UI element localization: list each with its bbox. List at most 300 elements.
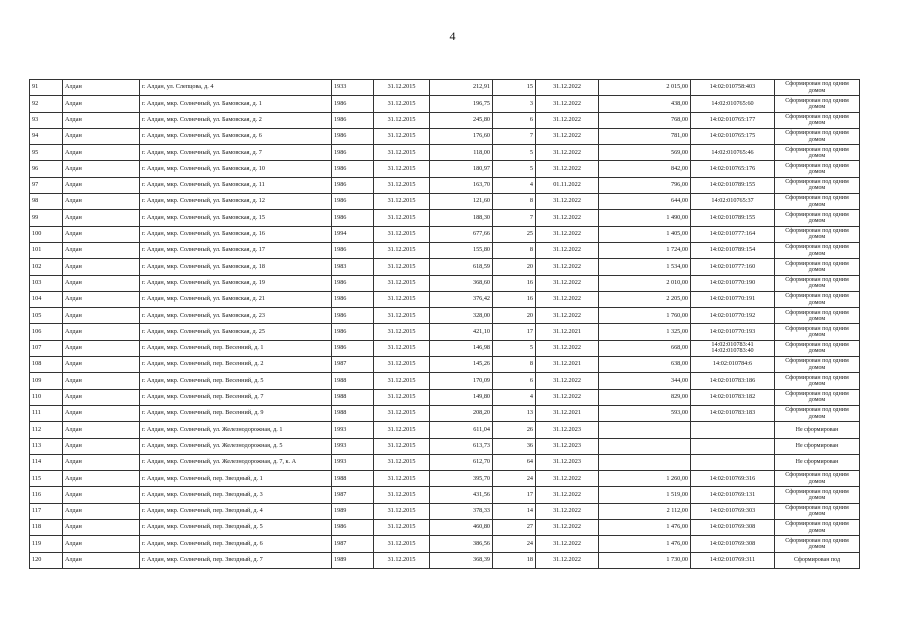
cell-cadastral-number: 14:02:010765:37 [691, 194, 775, 210]
cell-land-status: Сформирован под одним домом [775, 389, 860, 405]
cell-address: г. Алдан, мкр. Солнечный, ул. Бамовская, д. 21 [140, 291, 332, 307]
cell-city: Алдан [63, 471, 140, 487]
table-row [30, 242, 860, 258]
cell-land-status: Сформирован под одним домом [775, 194, 860, 210]
cell-deadline: 31.12.2022 [536, 128, 599, 144]
cell-row-number: 102 [30, 259, 63, 275]
cell-row-number: 98 [30, 194, 63, 210]
cell-row-number: 117 [30, 503, 63, 519]
cell-build-year: 1986 [332, 128, 374, 144]
cell-land-area: 842,00 [599, 161, 691, 177]
cell-area: 368,60 [430, 275, 493, 291]
cell-residents-count: 18 [493, 552, 536, 568]
cell-land-area: 438,00 [599, 96, 691, 112]
cell-build-year: 1988 [332, 389, 374, 405]
cell-address: г. Алдан, мкр. Солнечный, пер. Весенний, д. 1 [140, 340, 332, 356]
cell-land-area: 2 015,00 [599, 80, 691, 96]
cell-cadastral-number: 14:02:010783:41 14:02:010783:40 [691, 340, 775, 356]
cell-deadline: 31.12.2022 [536, 194, 599, 210]
cell-area: 618,59 [430, 259, 493, 275]
cell-build-year: 1986 [332, 275, 374, 291]
cell-area: 245,80 [430, 112, 493, 128]
cell-land-area: 1 476,00 [599, 520, 691, 536]
cell-inclusion-date: 31.12.2015 [374, 308, 430, 324]
cell-land-status: Сформирован под [775, 552, 860, 568]
cell-build-year: 1988 [332, 471, 374, 487]
cell-build-year: 1987 [332, 357, 374, 373]
cell-city: Алдан [63, 454, 140, 470]
table-row [30, 96, 860, 112]
cell-land-area: 781,00 [599, 128, 691, 144]
cell-cadastral-number: 14:02:010770:191 [691, 291, 775, 307]
cell-city: Алдан [63, 145, 140, 161]
cell-inclusion-date: 31.12.2015 [374, 145, 430, 161]
cell-land-area: 1 760,00 [599, 308, 691, 324]
table-row [30, 471, 860, 487]
cell-deadline: 31.12.2022 [536, 161, 599, 177]
cell-city: Алдан [63, 161, 140, 177]
cell-row-number: 103 [30, 275, 63, 291]
cell-land-status: Сформирован под одним домом [775, 308, 860, 324]
cell-deadline: 31.12.2022 [536, 487, 599, 503]
cell-city: Алдан [63, 308, 140, 324]
cell-deadline: 31.12.2022 [536, 275, 599, 291]
cell-cadastral-number: 14:02:010783:186 [691, 373, 775, 389]
cell-address: г. Алдан, мкр. Солнечный, ул. Железнодорожная, д. 5 [140, 438, 332, 454]
cell-cadastral-number [691, 438, 775, 454]
cell-address: г. Алдан, мкр. Солнечный, ул. Бамовская, д. 12 [140, 194, 332, 210]
cell-land-area: 829,00 [599, 389, 691, 405]
cell-row-number: 118 [30, 520, 63, 536]
cell-deadline: 31.12.2022 [536, 96, 599, 112]
cell-land-status: Сформирован под одним домом [775, 471, 860, 487]
cell-area: 188,30 [430, 210, 493, 226]
cell-address: г. Алдан, мкр. Солнечный, пер. Весенний, д. 7 [140, 389, 332, 405]
cell-row-number: 109 [30, 373, 63, 389]
cell-deadline: 01.11.2022 [536, 177, 599, 193]
cell-cadastral-number: 14:02:010765:60 [691, 96, 775, 112]
cell-address: г. Алдан, мкр. Солнечный, пер. Весенний, д. 9 [140, 405, 332, 421]
cell-row-number: 92 [30, 96, 63, 112]
cell-city: Алдан [63, 210, 140, 226]
cell-area: 145,26 [430, 357, 493, 373]
cell-residents-count: 25 [493, 226, 536, 242]
cell-residents-count: 27 [493, 520, 536, 536]
table-row [30, 291, 860, 307]
cell-city: Алдан [63, 275, 140, 291]
cell-inclusion-date: 31.12.2015 [374, 487, 430, 503]
cell-deadline: 31.12.2022 [536, 80, 599, 96]
cell-land-area: 1 476,00 [599, 536, 691, 552]
cell-city: Алдан [63, 520, 140, 536]
cell-land-status: Не сформирован [775, 422, 860, 438]
cell-area: 146,98 [430, 340, 493, 356]
table-row [30, 259, 860, 275]
cell-area: 196,75 [430, 96, 493, 112]
cell-inclusion-date: 31.12.2015 [374, 226, 430, 242]
table-row [30, 324, 860, 340]
cell-inclusion-date: 31.12.2015 [374, 112, 430, 128]
cell-build-year: 1986 [332, 112, 374, 128]
cell-land-status: Сформирован под одним домом [775, 80, 860, 96]
cell-land-status: Сформирован под одним домом [775, 503, 860, 519]
cell-deadline: 31.12.2022 [536, 340, 599, 356]
cell-build-year: 1988 [332, 373, 374, 389]
cell-row-number: 120 [30, 552, 63, 568]
cell-land-area: 768,00 [599, 112, 691, 128]
cell-deadline: 31.12.2022 [536, 308, 599, 324]
cell-deadline: 31.12.2022 [536, 242, 599, 258]
cell-deadline: 31.12.2022 [536, 536, 599, 552]
page-number: 4 [449, 29, 456, 43]
cell-inclusion-date: 31.12.2015 [374, 275, 430, 291]
cell-cadastral-number: 14:02:010765:176 [691, 161, 775, 177]
cell-row-number: 100 [30, 226, 63, 242]
cell-cadastral-number: 14:02:010770:193 [691, 324, 775, 340]
cell-area: 421,10 [430, 324, 493, 340]
cell-city: Алдан [63, 112, 140, 128]
cell-deadline: 31.12.2022 [536, 552, 599, 568]
cell-residents-count: 6 [493, 112, 536, 128]
cell-inclusion-date: 31.12.2015 [374, 128, 430, 144]
cell-residents-count: 4 [493, 389, 536, 405]
cell-address: г. Алдан, мкр. Солнечный, пер. Звездный, д. 6 [140, 536, 332, 552]
cell-inclusion-date: 31.12.2015 [374, 340, 430, 356]
cell-inclusion-date: 31.12.2015 [374, 194, 430, 210]
table-row [30, 340, 860, 356]
cell-residents-count: 17 [493, 487, 536, 503]
cell-deadline: 31.12.2021 [536, 357, 599, 373]
cell-land-area: 2 205,00 [599, 291, 691, 307]
cell-address: г. Алдан, мкр. Солнечный, пер. Звездный, д. 4 [140, 503, 332, 519]
cell-deadline: 31.12.2022 [536, 291, 599, 307]
cell-inclusion-date: 31.12.2015 [374, 242, 430, 258]
cell-row-number: 99 [30, 210, 63, 226]
cell-land-area: 1 260,00 [599, 471, 691, 487]
cell-inclusion-date: 31.12.2015 [374, 520, 430, 536]
cell-deadline: 31.12.2021 [536, 324, 599, 340]
cell-inclusion-date: 31.12.2015 [374, 503, 430, 519]
table-row [30, 308, 860, 324]
cell-residents-count: 15 [493, 80, 536, 96]
cell-deadline: 31.12.2023 [536, 454, 599, 470]
cell-land-status: Сформирован под одним домом [775, 161, 860, 177]
cell-land-area: 1 724,00 [599, 242, 691, 258]
cell-address: г. Алдан, мкр. Солнечный, ул. Бамовская, д. 2 [140, 112, 332, 128]
cell-land-area: 1 730,00 [599, 552, 691, 568]
cell-area: 121,60 [430, 194, 493, 210]
cell-area: 328,00 [430, 308, 493, 324]
table-row [30, 487, 860, 503]
cell-area: 431,56 [430, 487, 493, 503]
cell-row-number: 110 [30, 389, 63, 405]
cell-build-year: 1993 [332, 422, 374, 438]
cell-area: 176,60 [430, 128, 493, 144]
table-row [30, 210, 860, 226]
cell-land-area: 1 325,00 [599, 324, 691, 340]
table-row [30, 177, 860, 193]
cell-residents-count: 16 [493, 275, 536, 291]
cell-residents-count: 5 [493, 161, 536, 177]
cell-land-status: Сформирован под одним домом [775, 405, 860, 421]
cell-cadastral-number: 14:02:010789:155 [691, 177, 775, 193]
cell-deadline: 31.12.2022 [536, 471, 599, 487]
cell-land-status: Сформирован под одним домом [775, 242, 860, 258]
cell-deadline: 31.12.2022 [536, 112, 599, 128]
cell-inclusion-date: 31.12.2015 [374, 422, 430, 438]
cell-area: 155,80 [430, 242, 493, 258]
cell-inclusion-date: 31.12.2015 [374, 438, 430, 454]
cell-row-number: 107 [30, 340, 63, 356]
cell-build-year: 1986 [332, 308, 374, 324]
cell-cadastral-number: 14:02:010769:311 [691, 552, 775, 568]
cell-row-number: 105 [30, 308, 63, 324]
table-row [30, 112, 860, 128]
cell-land-status: Сформирован под одним домом [775, 291, 860, 307]
table-row [30, 536, 860, 552]
cell-inclusion-date: 31.12.2015 [374, 177, 430, 193]
cell-row-number: 101 [30, 242, 63, 258]
cell-cadastral-number: 14:02:010765:177 [691, 112, 775, 128]
table-row [30, 552, 860, 568]
cell-deadline: 31.12.2023 [536, 438, 599, 454]
cell-residents-count: 8 [493, 242, 536, 258]
cell-city: Алдан [63, 422, 140, 438]
cell-deadline: 31.12.2022 [536, 259, 599, 275]
cell-inclusion-date: 31.12.2015 [374, 552, 430, 568]
cell-city: Алдан [63, 128, 140, 144]
cell-residents-count: 26 [493, 422, 536, 438]
table-row [30, 275, 860, 291]
cell-build-year: 1986 [332, 145, 374, 161]
cell-residents-count: 20 [493, 259, 536, 275]
cell-city: Алдан [63, 291, 140, 307]
cell-address: г. Алдан, мкр. Солнечный, пер. Звездный, д. 1 [140, 471, 332, 487]
cell-land-area: 638,00 [599, 357, 691, 373]
cell-inclusion-date: 31.12.2015 [374, 471, 430, 487]
cell-cadastral-number [691, 422, 775, 438]
cell-residents-count: 24 [493, 536, 536, 552]
cell-deadline: 31.12.2023 [536, 422, 599, 438]
cell-build-year: 1986 [332, 324, 374, 340]
table-row [30, 194, 860, 210]
cell-area: 163,70 [430, 177, 493, 193]
cell-land-status: Сформирован под одним домом [775, 340, 860, 356]
cell-address: г. Алдан, мкр. Солнечный, ул. Бамовская, д. 25 [140, 324, 332, 340]
cell-cadastral-number: 14:02:010769:316 [691, 471, 775, 487]
cell-cadastral-number: 14:02:010784:6 [691, 357, 775, 373]
cell-row-number: 108 [30, 357, 63, 373]
table-row [30, 128, 860, 144]
cell-build-year: 1993 [332, 438, 374, 454]
cell-address: г. Алдан, мкр. Солнечный, ул. Бамовская, д. 17 [140, 242, 332, 258]
cell-land-status: Сформирован под одним домом [775, 373, 860, 389]
cell-residents-count: 64 [493, 454, 536, 470]
cell-build-year: 1986 [332, 242, 374, 258]
cell-row-number: 106 [30, 324, 63, 340]
table-row [30, 80, 860, 96]
cell-land-status: Сформирован под одним домом [775, 128, 860, 144]
cell-address: г. Алдан, мкр. Солнечный, пер. Весенний, д. 5 [140, 373, 332, 389]
cell-area: 378,33 [430, 503, 493, 519]
cell-build-year: 1933 [332, 80, 374, 96]
cell-area: 149,80 [430, 389, 493, 405]
cell-row-number: 119 [30, 536, 63, 552]
cell-city: Алдан [63, 438, 140, 454]
cell-row-number: 112 [30, 422, 63, 438]
cell-land-status: Сформирован под одним домом [775, 357, 860, 373]
table-row [30, 422, 860, 438]
cell-address: г. Алдан, ул. Слепцова, д. 4 [140, 80, 332, 96]
cell-land-area: 1 490,00 [599, 210, 691, 226]
cell-area: 395,70 [430, 471, 493, 487]
cell-inclusion-date: 31.12.2015 [374, 96, 430, 112]
cell-city: Алдан [63, 194, 140, 210]
cell-inclusion-date: 31.12.2015 [374, 291, 430, 307]
cell-area: 180,97 [430, 161, 493, 177]
cell-row-number: 104 [30, 291, 63, 307]
cell-land-status: Сформирован под одним домом [775, 226, 860, 242]
cell-residents-count: 8 [493, 357, 536, 373]
cell-city: Алдан [63, 487, 140, 503]
cell-cadastral-number: 14:02:010777:160 [691, 259, 775, 275]
cell-build-year: 1986 [332, 291, 374, 307]
cell-deadline: 31.12.2022 [536, 226, 599, 242]
table-row [30, 357, 860, 373]
cell-cadastral-number: 14:02:010765:46 [691, 145, 775, 161]
cell-address: г. Алдан, мкр. Солнечный, ул. Бамовская, д. 7 [140, 145, 332, 161]
cell-build-year: 1986 [332, 161, 374, 177]
cell-city: Алдан [63, 340, 140, 356]
cell-row-number: 95 [30, 145, 63, 161]
cell-cadastral-number [691, 454, 775, 470]
cell-land-area [599, 454, 691, 470]
cell-deadline: 31.12.2022 [536, 520, 599, 536]
cell-build-year: 1987 [332, 487, 374, 503]
table-body [30, 80, 860, 569]
cell-row-number: 93 [30, 112, 63, 128]
cell-area: 376,42 [430, 291, 493, 307]
cell-land-area: 2 112,00 [599, 503, 691, 519]
cell-inclusion-date: 31.12.2015 [374, 389, 430, 405]
cell-land-status: Не сформирован [775, 454, 860, 470]
cell-build-year: 1988 [332, 405, 374, 421]
cell-land-area: 1 534,00 [599, 259, 691, 275]
cell-residents-count: 16 [493, 291, 536, 307]
cell-land-status: Сформирован под одним домом [775, 487, 860, 503]
cell-address: г. Алдан, мкр. Солнечный, пер. Звездный, д. 5 [140, 520, 332, 536]
cell-land-status: Сформирован под одним домом [775, 145, 860, 161]
cell-area: 386,56 [430, 536, 493, 552]
cell-cadastral-number: 14:02:010783:182 [691, 389, 775, 405]
cell-area: 460,80 [430, 520, 493, 536]
cell-row-number: 111 [30, 405, 63, 421]
cell-deadline: 31.12.2022 [536, 210, 599, 226]
cell-cadastral-number: 14:02:010769:131 [691, 487, 775, 503]
cell-build-year: 1986 [332, 520, 374, 536]
cell-land-status: Сформирован под одним домом [775, 520, 860, 536]
table-row [30, 389, 860, 405]
cell-row-number: 91 [30, 80, 63, 96]
cell-land-area: 1 519,00 [599, 487, 691, 503]
table-row [30, 438, 860, 454]
cell-address: г. Алдан, мкр. Солнечный, пер. Весенний, д. 2 [140, 357, 332, 373]
cell-land-status: Сформирован под одним домом [775, 275, 860, 291]
cell-deadline: 31.12.2022 [536, 389, 599, 405]
cell-area: 612,70 [430, 454, 493, 470]
cell-cadastral-number: 14:02:010769:303 [691, 503, 775, 519]
cell-residents-count: 5 [493, 145, 536, 161]
cell-cadastral-number: 14:02:010789:155 [691, 210, 775, 226]
cell-row-number: 115 [30, 471, 63, 487]
cell-deadline: 31.12.2022 [536, 373, 599, 389]
cell-land-status: Сформирован под одним домом [775, 324, 860, 340]
cell-inclusion-date: 31.12.2015 [374, 259, 430, 275]
cell-area: 677,66 [430, 226, 493, 242]
cell-land-area: 644,00 [599, 194, 691, 210]
table-row [30, 520, 860, 536]
cell-row-number: 97 [30, 177, 63, 193]
table-row [30, 161, 860, 177]
cell-cadastral-number: 14:02:010769:308 [691, 536, 775, 552]
cell-cadastral-number: 14:02:010758:403 [691, 80, 775, 96]
cell-land-status: Сформирован под одним домом [775, 210, 860, 226]
cell-inclusion-date: 31.12.2015 [374, 210, 430, 226]
cell-city: Алдан [63, 324, 140, 340]
cell-residents-count: 17 [493, 324, 536, 340]
cell-land-status: Сформирован под одним домом [775, 177, 860, 193]
cell-area: 118,00 [430, 145, 493, 161]
cell-inclusion-date: 31.12.2015 [374, 373, 430, 389]
cell-build-year: 1986 [332, 210, 374, 226]
cell-area: 170,09 [430, 373, 493, 389]
cell-build-year: 1983 [332, 259, 374, 275]
cell-address: г. Алдан, мкр. Солнечный, ул. Железнодорожная, д. 1 [140, 422, 332, 438]
cell-land-area: 569,00 [599, 145, 691, 161]
cell-city: Алдан [63, 242, 140, 258]
cell-build-year: 1993 [332, 454, 374, 470]
cell-build-year: 1987 [332, 536, 374, 552]
cell-area: 613,73 [430, 438, 493, 454]
cell-row-number: 94 [30, 128, 63, 144]
cell-residents-count: 24 [493, 471, 536, 487]
cell-build-year: 1989 [332, 552, 374, 568]
cell-inclusion-date: 31.12.2015 [374, 357, 430, 373]
cell-land-area: 344,00 [599, 373, 691, 389]
cell-city: Алдан [63, 389, 140, 405]
table-row [30, 503, 860, 519]
cell-address: г. Алдан, мкр. Солнечный, ул. Бамовская, д. 6 [140, 128, 332, 144]
cell-residents-count: 8 [493, 194, 536, 210]
cell-cadastral-number: 14:02:010777:164 [691, 226, 775, 242]
cell-cadastral-number: 14:02:010765:175 [691, 128, 775, 144]
cell-residents-count: 36 [493, 438, 536, 454]
cell-land-status: Сформирован под одним домом [775, 536, 860, 552]
cell-land-area [599, 422, 691, 438]
cell-address: г. Алдан, мкр. Солнечный, ул. Бамовская, д. 18 [140, 259, 332, 275]
table-row [30, 454, 860, 470]
cell-row-number: 113 [30, 438, 63, 454]
cell-city: Алдан [63, 405, 140, 421]
cell-city: Алдан [63, 552, 140, 568]
table-row [30, 405, 860, 421]
housing-register-table [29, 79, 860, 569]
cell-inclusion-date: 31.12.2015 [374, 454, 430, 470]
cell-build-year: 1986 [332, 96, 374, 112]
cell-inclusion-date: 31.12.2015 [374, 161, 430, 177]
cell-build-year: 1994 [332, 226, 374, 242]
cell-cadastral-number: 14:02:010783:183 [691, 405, 775, 421]
